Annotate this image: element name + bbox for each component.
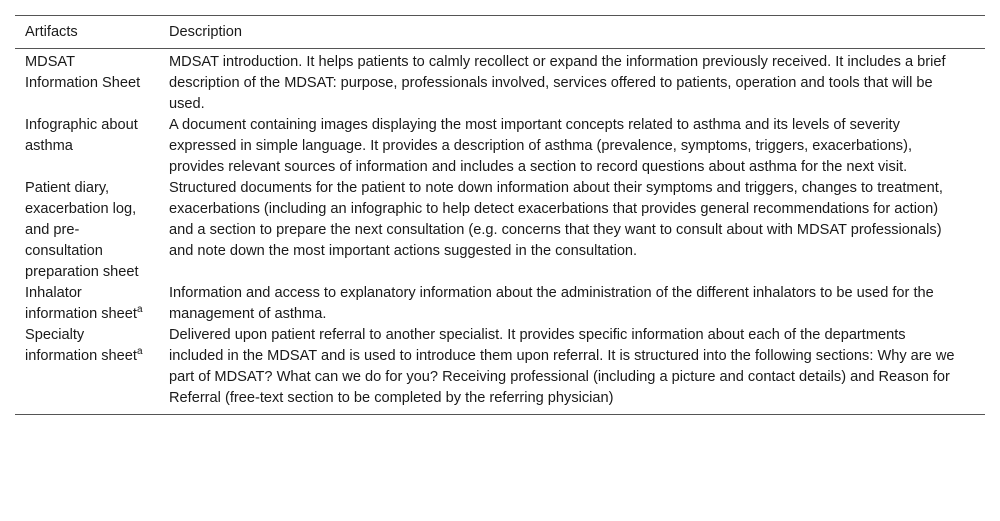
artifact-description: MDSAT introduction. It helps patients to calmly recollect or expand the information previously received. It includes a brief description of the MDSAT: purpose, professionals involved, services offered to patients, operation and tools that will be used.: [169, 54, 946, 112]
artifact-description: Delivered upon patient referral to another specialist. It provides specific information about each of the departments included in the MDSAT and is used to introduce them upon referral. It is structured into the following sections: Why are we part of MDSAT? What can we do for you? Receiving professional (including a picture and contact details) and Reason for Referral (free-text section to be completed by the referring physician): [169, 327, 955, 406]
footnote-marker: a: [136, 304, 143, 316]
artifact-label: Inhalator information sheet: [25, 285, 137, 322]
artifact-label: Patient diary, exacerbation log, and pre-consultation preparation sheet: [25, 180, 139, 280]
artifact-name: [15, 325, 159, 415]
table-row: [15, 325, 985, 415]
artifact-name: [15, 115, 159, 178]
table-header-row: [15, 16, 985, 49]
artifact-label: Specialty information sheet: [25, 327, 137, 364]
artifact-description: Information and access to explanatory information about the administration of the different inhalators to be used for the management of asthma.: [169, 285, 934, 322]
footnote-marker: a: [136, 346, 143, 358]
artifacts-table: [15, 15, 985, 415]
artifact-label: Infographic about asthma: [25, 117, 138, 154]
artifact-name: [15, 178, 159, 283]
table-row: [15, 49, 985, 116]
artifact-label: MDSAT Information Sheet: [25, 54, 141, 91]
table-row: [15, 283, 985, 325]
artifact-name: [15, 49, 159, 116]
table-row: [15, 178, 985, 283]
artifact-description: Structured documents for the patient to note down information about their symptoms and triggers, changes to treatment, exacerbations (including an infographic to help detect exacerbations that provides general recommendations for action) and a section to prepare the next consultation (e.g. concerns that they want to consult about with MDSAT professionals) and note down the most important actions suggested in the consultation.: [169, 180, 943, 259]
header-description: Description: [169, 24, 242, 40]
header-artifacts: Artifacts: [25, 24, 78, 40]
artifact-description: A document containing images displaying the most important concepts related to asthma and its levels of severity expressed in simple language. It provides a description of asthma (prevalence, symptoms, triggers, exacerbations), provides relevant sources of information and includes a section to record questions about asthma for the next visit.: [169, 117, 913, 175]
artifact-name: [15, 283, 159, 325]
artifacts-table-container: [15, 15, 985, 415]
table-row: [15, 115, 985, 178]
